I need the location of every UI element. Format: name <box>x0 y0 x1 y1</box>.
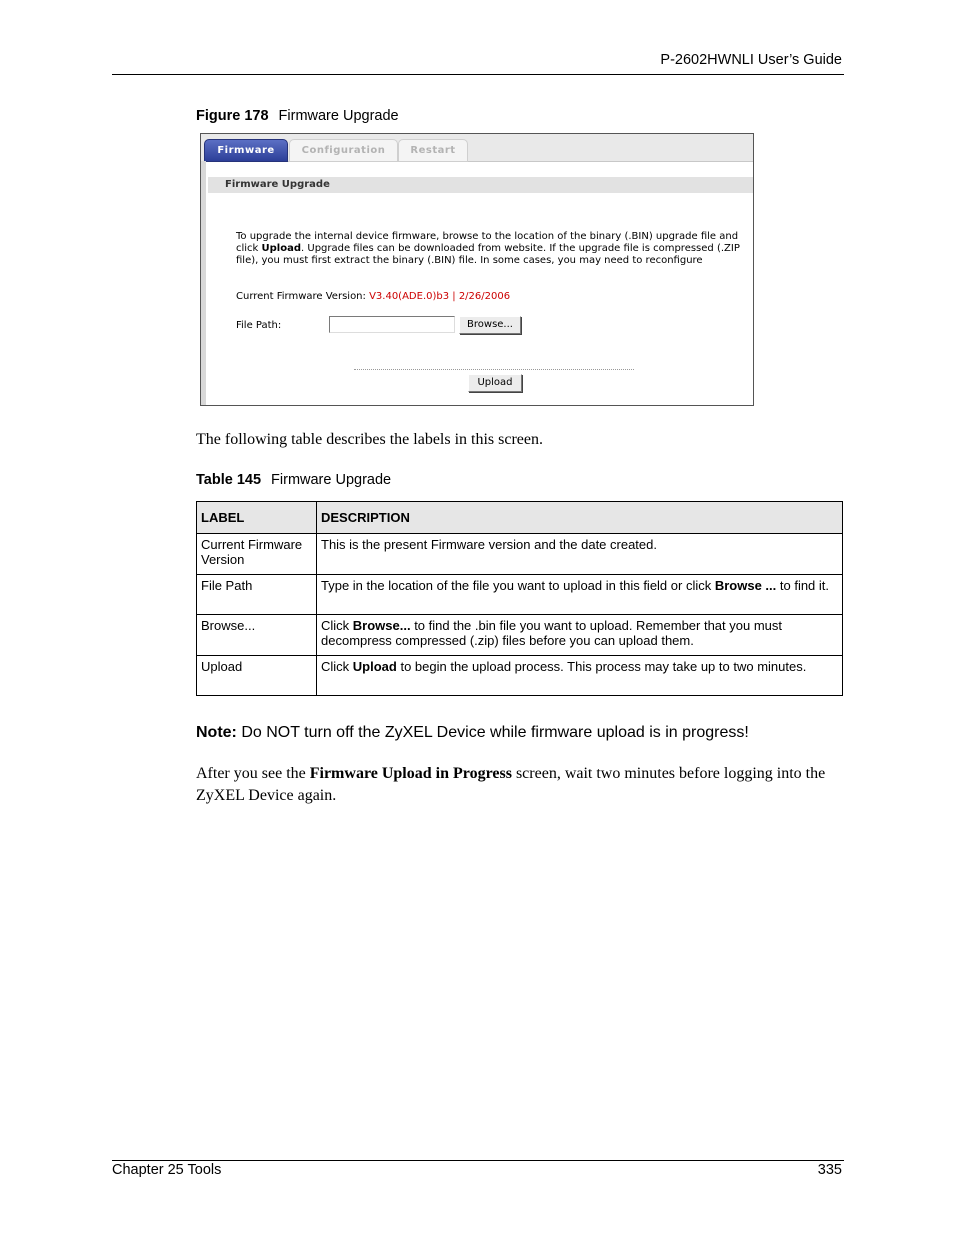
tab-restart[interactable]: Restart <box>398 139 468 162</box>
header-description: DESCRIPTION <box>317 502 843 534</box>
section-title-bar: Firmware Upgrade <box>208 177 753 193</box>
labels-table <box>196 501 843 696</box>
row-label: Current Firmware Version <box>197 534 317 575</box>
firmware-version-value: V3.40(ADE.0)b3 | 2/26/2006 <box>369 291 511 302</box>
row-description: Click Browse... to find the .bin file you want to upload. Remember that you must decompress compressed (.zip) files before you can upload them. <box>317 615 843 656</box>
table-header-row <box>197 502 843 534</box>
footer-chapter: Chapter 25 Tools <box>112 1162 222 1178</box>
firmware-version-label: Current Firmware Version: <box>236 291 370 302</box>
current-firmware-version <box>236 291 510 302</box>
file-path-input[interactable] <box>329 316 455 333</box>
upgrade-instructions: To upgrade the internal device firmware, browse to the location of the binary (.BIN) upgrade file and click Upload. Upgrade files can be downloaded from website. If the upgrade file is compressed (.ZIP file), you must first extract the binary (.BIN) file. In some cases, you may need to reconfigure <box>236 231 740 266</box>
header-rule <box>112 74 844 75</box>
figure-label: Figure 178 <box>196 108 269 124</box>
table-label: Table 145 <box>196 472 262 488</box>
intro-text: The following table describes the labels in this screen. <box>196 431 544 448</box>
footer-page-number: 335 <box>817 1162 842 1178</box>
file-path-label: File Path: <box>236 320 282 331</box>
header-label: LABEL <box>197 502 317 534</box>
after-upload-paragraph: After you see the Firmware Upload in Progress screen, wait two minutes before logging into the ZyXEL Device again. <box>196 765 826 804</box>
figure-title: Firmware Upgrade <box>278 108 399 124</box>
row-label: Upload <box>197 656 317 696</box>
row-label: File Path <box>197 575 317 615</box>
table-caption <box>196 472 391 488</box>
table-row <box>197 575 843 615</box>
figure-caption <box>196 108 399 124</box>
note-label: Note: <box>196 724 237 741</box>
row-label: Browse... <box>197 615 317 656</box>
dotted-divider <box>354 369 634 370</box>
table-title: Firmware Upgrade <box>271 472 392 488</box>
table-row <box>197 534 843 575</box>
upload-button[interactable]: Upload <box>468 374 522 392</box>
running-header-title: P-2602HWNLI User’s Guide <box>660 52 842 68</box>
firmware-upgrade-screenshot <box>200 133 754 406</box>
note <box>196 724 749 742</box>
tab-configuration[interactable]: Configuration <box>289 139 398 162</box>
footer-rule <box>112 1160 844 1161</box>
row-description: Type in the location of the file you want to upload in this field or click Browse ... to find it. <box>317 575 843 615</box>
left-border-strip <box>201 161 206 405</box>
tab-firmware[interactable]: Firmware <box>204 139 288 162</box>
row-description: Click Upload to begin the upload process. This process may take up to two minutes. <box>317 656 843 696</box>
browse-button[interactable]: Browse... <box>459 316 521 334</box>
row-description: This is the present Firmware version and the date created. <box>317 534 843 575</box>
table-row <box>197 656 843 696</box>
table-row <box>197 615 843 656</box>
note-text: Do NOT turn off the ZyXEL Device while firmware upload is in progress! <box>236 724 749 741</box>
